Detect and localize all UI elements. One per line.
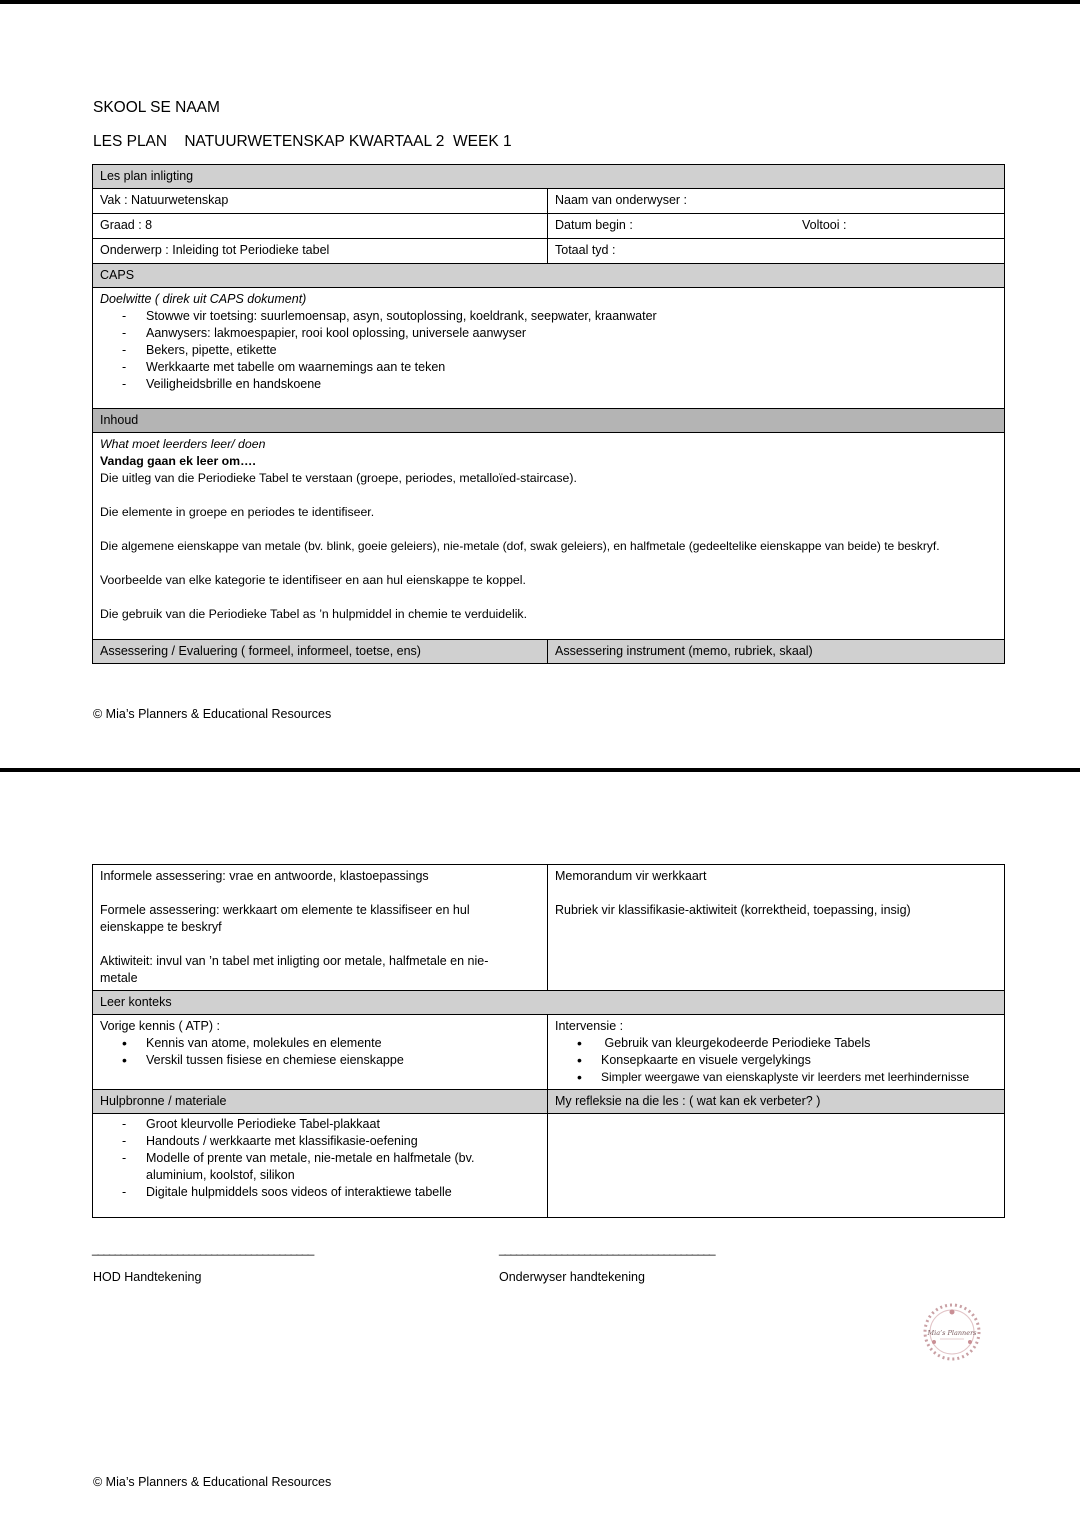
- intervention-cell: [548, 1015, 1005, 1090]
- learn-title: What moet leerders leer/ doen: [100, 437, 266, 451]
- formal-assessment: Formele assessering: werkkaart om elemente te klassifiseer en hul eienskappe te beskryf: [100, 903, 470, 934]
- objectives-list: [100, 308, 997, 393]
- today-heading: Vandag gaan ek leer om….: [100, 454, 256, 468]
- instrument-header: Assessering instrument (memo, rubriek, skaal): [548, 640, 1005, 664]
- list-item: • Gebruik van kleurgekodeerde Periodieke Tabels: [555, 1035, 997, 1052]
- copyright-page-1: © Mia’s Planners & Educational Resources: [93, 707, 332, 721]
- content-line: Die uitleg van die Periodieke Tabel te verstaan (groepe, periodes, metalloïed-staircase).: [100, 471, 577, 485]
- context-header: Leer konteks: [93, 991, 1005, 1015]
- list-item: • Konsepkaarte en visuele vergelykings: [555, 1052, 997, 1069]
- page-top-rule: [0, 0, 1080, 4]
- list-item: - Werkkaarte met tabelle om waarnemings aan te teken: [100, 359, 997, 376]
- list-item: • Simpler weergawe van eienskaplyste vir leerders met leerhindernisse: [555, 1069, 997, 1086]
- subject-cell: Vak : Natuurwetenskap: [93, 189, 548, 214]
- content-line: Voorbeelde van elke kategorie te identifiseer en aan hul eienskappe te koppel.: [100, 573, 526, 587]
- teacher-signature-line: ______________________________________: [499, 1242, 715, 1256]
- copyright-page-2: © Mia’s Planners & Educational Resources: [93, 1475, 332, 1489]
- total-time-cell: Totaal tyd :: [548, 239, 1005, 264]
- list-item: - Aanwysers: lakmoespapier, rooi kool oplossing, universele aanwyser: [100, 325, 997, 342]
- objectives-cell: [93, 288, 1005, 409]
- memo-text: Memorandum vir werkkaart: [555, 869, 707, 883]
- list-item: - Stowwe vir toetsing: suurlemoensap, asyn, soutoplossing, koeldrank, seepwater, kraanwater: [100, 308, 997, 325]
- date-cell: [548, 214, 1005, 239]
- resources-cell: [93, 1114, 548, 1218]
- rubric-text: Rubriek vir klassifikasie-aktiwiteit (korrektheid, toepassing, insig): [555, 903, 911, 917]
- hod-signature-line: _______________________________________: [92, 1242, 314, 1256]
- page-break-rule: [0, 768, 1080, 772]
- topic-cell: Onderwerp : Inleiding tot Periodieke tabel: [93, 239, 548, 264]
- activity-text: Aktiwiteit: invul van ’n tabel met inligting oor metale, halfmetale en nie-metale: [100, 954, 489, 985]
- content-cell: [93, 433, 1005, 640]
- teacher-cell: Naam van onderwyser :: [548, 189, 1005, 214]
- prior-knowledge-cell: [93, 1015, 548, 1090]
- list-item: - Groot kleurvolle Periodieke Tabel-plakkaat: [100, 1116, 540, 1133]
- reflection-cell: [548, 1114, 1005, 1218]
- lesson-plan-table-continued: [92, 864, 1005, 1218]
- list-item: - Handouts / werkkaarte met klassifikasie-oefening: [100, 1133, 540, 1150]
- assessment-details-cell: [93, 865, 548, 991]
- complete-label: Voltooi :: [802, 218, 847, 232]
- lesson-plan-title: LES PLAN NATUURWETENSKAP KWARTAAL 2 WEEK 1: [93, 133, 512, 150]
- intervention-title: Intervensie :: [555, 1019, 624, 1033]
- content-line: Die elemente in groepe en periodes te identifiseer.: [100, 505, 375, 519]
- content-header: Inhoud: [93, 409, 1005, 433]
- brand-logo-icon: [920, 1300, 984, 1364]
- informal-assessment: Informele assessering: vrae en antwoorde, klastoepassings: [100, 869, 429, 883]
- lesson-plan-table: [92, 164, 1005, 664]
- prior-title: Vorige kennis ( ATP) :: [100, 1019, 220, 1033]
- resources-header: Hulpbronne / materiale: [93, 1090, 548, 1114]
- prior-list: [100, 1035, 540, 1069]
- svg-text:Mia’s Planners: Mia’s Planners: [927, 1329, 977, 1337]
- hod-signature-label: HOD Handtekening: [93, 1270, 202, 1284]
- list-item: - Digitale hulpmiddels soos videos of interaktiewe tabelle: [100, 1184, 540, 1201]
- list-item: - Modelle of prente van metale, nie-metale en halfmetale (bv. aluminium, koolstof, silikon: [100, 1150, 540, 1184]
- teacher-signature-label: Onderwyser handtekening: [499, 1270, 645, 1284]
- list-item: • Kennis van atome, molekules en elemente: [100, 1035, 540, 1052]
- date-begin-label: Datum begin :: [555, 218, 633, 232]
- objectives-title: Doelwitte ( direk uit CAPS dokument): [100, 292, 307, 306]
- list-item: - Veiligheidsbrille en handskoene: [100, 376, 997, 393]
- intervention-list: [555, 1035, 997, 1086]
- content-line: Die gebruik van die Periodieke Tabel as ’n hulpmiddel in chemie te verduidelik.: [100, 607, 527, 621]
- grade-cell: Graad : 8: [93, 214, 548, 239]
- school-name: SKOOL SE NAAM: [93, 99, 220, 116]
- list-item: • Verskil tussen fisiese en chemiese eienskappe: [100, 1052, 540, 1069]
- content-line: Die algemene eienskappe van metale (bv. blink, goeie geleiers), nie-metale (dof, swak geleiers), en halfmetale (gedeeltelike eienskappe van beide) te beskryf.: [100, 539, 940, 553]
- resources-list: [100, 1116, 540, 1201]
- reflection-header: My refleksie na die les : ( wat kan ek verbeter? ): [548, 1090, 1005, 1114]
- caps-header: CAPS: [93, 264, 1005, 288]
- assessment-header: Assessering / Evaluering ( formeel, informeel, toetse, ens): [93, 640, 548, 664]
- instrument-details-cell: [548, 865, 1005, 991]
- info-header: Les plan inligting: [93, 165, 1005, 189]
- list-item: - Bekers, pipette, etikette: [100, 342, 997, 359]
